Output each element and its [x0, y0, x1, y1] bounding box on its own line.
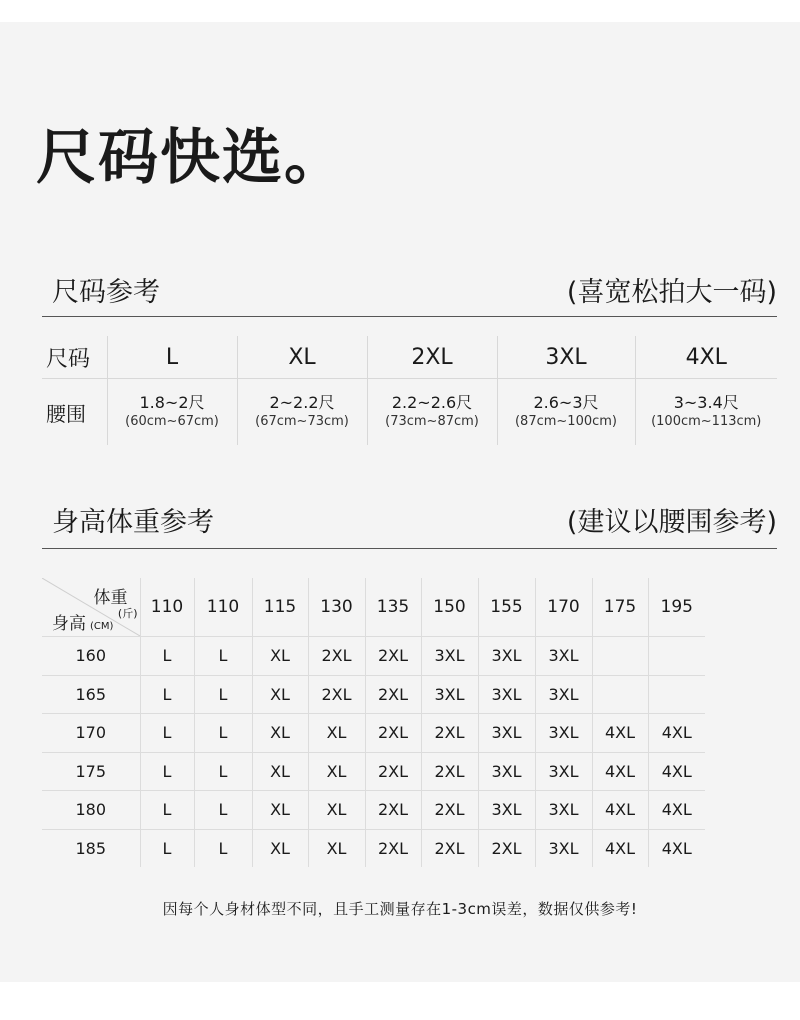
- size-section-header: [42, 266, 777, 312]
- size-recommendation-cell: 3XL: [535, 675, 592, 714]
- size-recommendation-cell: 4XL: [592, 752, 648, 791]
- size-recommendation-cell: L: [140, 637, 194, 676]
- size-recommendation-cell: XL: [252, 637, 308, 676]
- weight-header-cell: 175: [592, 578, 648, 637]
- size-section-divider: [42, 316, 777, 317]
- size-recommendation-cell: 2XL: [365, 714, 421, 753]
- height-cell: 175: [42, 752, 140, 791]
- size-row-label: 尺码: [46, 346, 91, 372]
- waist-cell: [237, 379, 367, 446]
- corner-height-label: 身高: [52, 614, 86, 634]
- waist-jin: 3~3.4尺: [673, 393, 739, 412]
- size-recommendation-cell: 3XL: [478, 752, 535, 791]
- weight-header-row: [42, 578, 705, 637]
- size-recommendation-cell: XL: [252, 791, 308, 830]
- hw-section-divider: [42, 548, 777, 549]
- size-recommendation-cell: 2XL: [365, 829, 421, 867]
- size-recommendation-cell: 2XL: [365, 791, 421, 830]
- size-recommendation-cell: 2XL: [365, 752, 421, 791]
- waist-cell: [497, 379, 635, 446]
- size-section-hint: (喜宽松拍大一码): [566, 276, 777, 308]
- corner-height-unit: (CM): [90, 621, 114, 632]
- hw-section-hint: (建议以腰围参考): [566, 506, 777, 538]
- size-recommendation-cell: 2XL: [421, 714, 478, 753]
- waist-cm: (73cm~87cm): [385, 414, 479, 429]
- size-recommendation-cell: 2XL: [478, 829, 535, 867]
- size-recommendation-cell: XL: [252, 675, 308, 714]
- waist-row: [42, 379, 777, 446]
- size-cell: L: [107, 336, 237, 379]
- size-recommendation-cell: 2XL: [421, 791, 478, 830]
- size-recommendation-cell: 4XL: [592, 829, 648, 867]
- weight-header-cell: 155: [478, 578, 535, 637]
- size-recommendation-cell: 3XL: [535, 637, 592, 676]
- size-recommendation-cell: XL: [308, 714, 365, 753]
- height-cell: 180: [42, 791, 140, 830]
- size-recommendation-cell: 3XL: [535, 791, 592, 830]
- size-recommendation-cell: 4XL: [648, 752, 705, 791]
- waist-cell: [107, 379, 237, 446]
- disclaimer-note: 因每个人身材体型不同，且手工测量存在1-3cm误差，数据仅供参考!: [162, 900, 638, 918]
- size-recommendation-cell: 3XL: [535, 714, 592, 753]
- size-recommendation-cell: L: [194, 637, 252, 676]
- corner-weight-label: 体重: [93, 588, 128, 608]
- waist-row-label: 腰围: [42, 379, 107, 446]
- size-recommendation-cell: 2XL: [421, 752, 478, 791]
- corner-cell: [42, 578, 140, 637]
- size-recommendation-cell: 4XL: [592, 714, 648, 753]
- weight-header-cell: 110: [194, 578, 252, 637]
- size-recommendation-cell: XL: [252, 829, 308, 867]
- size-recommendation-cell: L: [194, 829, 252, 867]
- waist-cell: [635, 379, 777, 446]
- size-table: [42, 336, 777, 445]
- size-recommendation-cell: L: [194, 714, 252, 753]
- waist-cm: (87cm~100cm): [514, 414, 617, 429]
- height-row: [42, 637, 705, 676]
- size-recommendation-cell: 3XL: [535, 829, 592, 867]
- size-recommendation-cell: XL: [308, 752, 365, 791]
- size-cell: XL: [237, 336, 367, 379]
- waist-jin: 1.8~2尺: [139, 393, 205, 412]
- size-recommendation-cell: 3XL: [478, 714, 535, 753]
- height-cell: 160: [42, 637, 140, 676]
- height-row: [42, 791, 705, 830]
- size-recommendation-cell: 3XL: [478, 637, 535, 676]
- size-recommendation-cell: L: [140, 791, 194, 830]
- height-row: [42, 752, 705, 791]
- waist-jin: 2.6~3尺: [533, 393, 599, 412]
- size-recommendation-cell: L: [194, 791, 252, 830]
- size-recommendation-cell: 3XL: [478, 791, 535, 830]
- size-recommendation-cell: 3XL: [478, 675, 535, 714]
- waist-cell: [367, 379, 497, 446]
- size-cell: 3XL: [497, 336, 635, 379]
- size-recommendation-cell: 4XL: [648, 714, 705, 753]
- size-recommendation-cell: L: [194, 675, 252, 714]
- size-recommendation-cell: XL: [252, 752, 308, 791]
- size-row: [42, 336, 777, 379]
- size-recommendation-cell: [648, 637, 705, 676]
- size-section-heading: 尺码参考: [52, 276, 160, 308]
- weight-header-cell: 195: [648, 578, 705, 637]
- size-recommendation-cell: [592, 675, 648, 714]
- size-recommendation-cell: 3XL: [421, 675, 478, 714]
- height-cell: 185: [42, 829, 140, 867]
- weight-header-cell: 135: [365, 578, 421, 637]
- hw-section-header: [42, 496, 777, 542]
- hw-section-heading: 身高体重参考: [52, 506, 214, 538]
- size-recommendation-cell: 2XL: [308, 675, 365, 714]
- height-cell: 170: [42, 714, 140, 753]
- size-recommendation-cell: [648, 675, 705, 714]
- weight-header-cell: 150: [421, 578, 478, 637]
- waist-jin: 2~2.2尺: [269, 393, 335, 412]
- size-recommendation-cell: L: [140, 752, 194, 791]
- size-cell: 4XL: [635, 336, 777, 379]
- size-recommendation-cell: 4XL: [648, 791, 705, 830]
- weight-header-cell: 115: [252, 578, 308, 637]
- page-title: 尺码快选。: [36, 123, 346, 193]
- size-recommendation-cell: 3XL: [421, 637, 478, 676]
- weight-header-cell: 170: [535, 578, 592, 637]
- height-row: [42, 829, 705, 867]
- size-recommendation-cell: 4XL: [648, 829, 705, 867]
- height-row: [42, 675, 705, 714]
- weight-header-cell: 110: [140, 578, 194, 637]
- size-cell: 2XL: [367, 336, 497, 379]
- waist-cm: (60cm~67cm): [125, 414, 219, 429]
- size-recommendation-cell: 2XL: [421, 829, 478, 867]
- size-recommendation-cell: 2XL: [365, 637, 421, 676]
- waist-cm: (100cm~113cm): [651, 414, 762, 429]
- size-recommendation-cell: 2XL: [308, 637, 365, 676]
- size-recommendation-cell: [592, 637, 648, 676]
- size-recommendation-cell: L: [194, 752, 252, 791]
- size-recommendation-cell: 4XL: [592, 791, 648, 830]
- height-weight-table: [42, 578, 705, 867]
- size-recommendation-cell: XL: [252, 714, 308, 753]
- height-cell: 165: [42, 675, 140, 714]
- size-recommendation-cell: L: [140, 714, 194, 753]
- size-recommendation-cell: XL: [308, 829, 365, 867]
- size-recommendation-cell: L: [140, 675, 194, 714]
- size-recommendation-cell: XL: [308, 791, 365, 830]
- weight-header-cell: 130: [308, 578, 365, 637]
- size-recommendation-cell: 3XL: [535, 752, 592, 791]
- height-row: [42, 714, 705, 753]
- size-recommendation-cell: 2XL: [365, 675, 421, 714]
- size-recommendation-cell: L: [140, 829, 194, 867]
- corner-weight-unit: (斤): [117, 607, 138, 620]
- waist-jin: 2.2~2.6尺: [391, 393, 473, 412]
- waist-cm: (67cm~73cm): [255, 414, 349, 429]
